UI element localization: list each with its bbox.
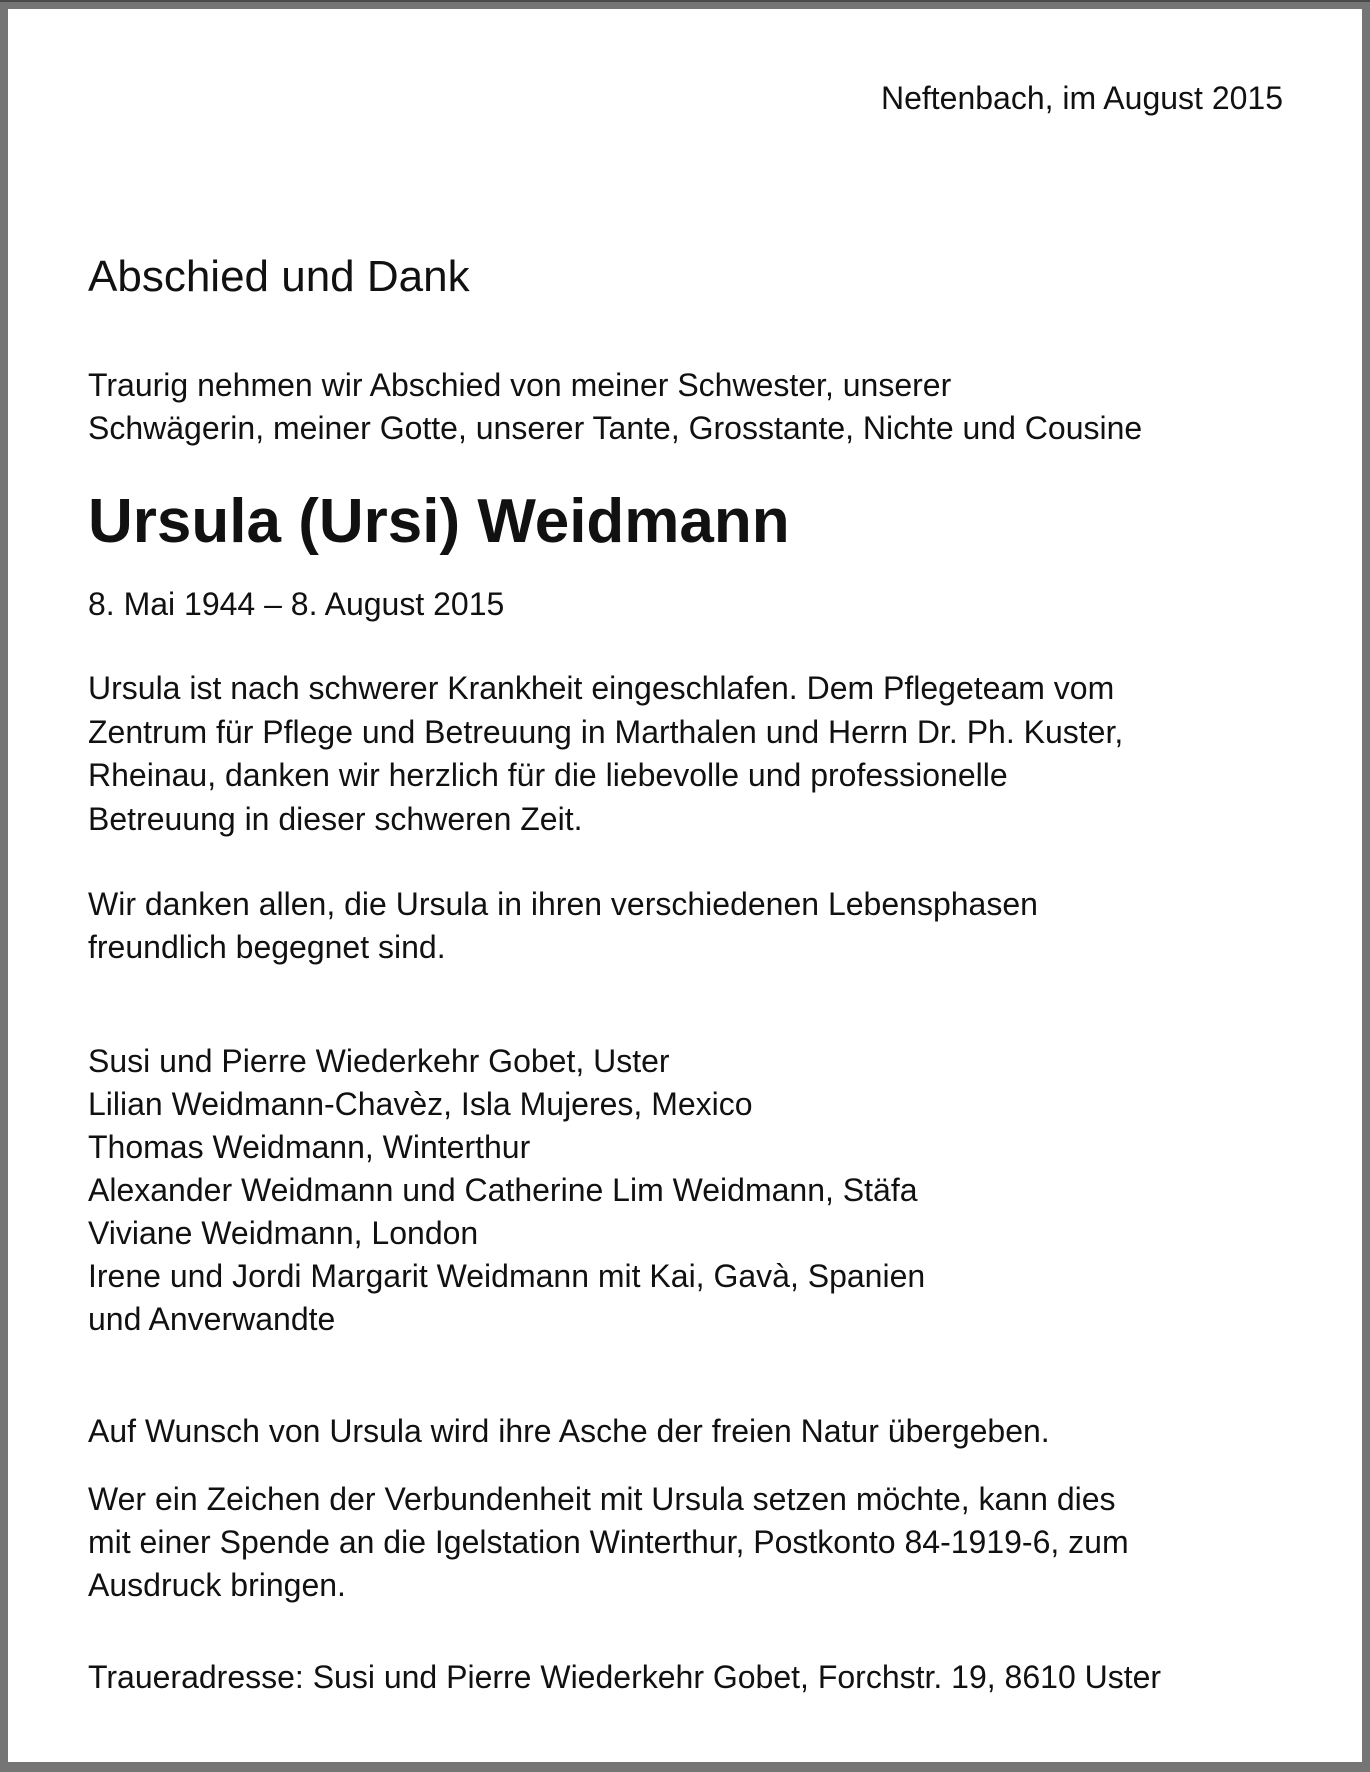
paragraph-line: Betreuung in dieser schweren Zeit. — [88, 801, 583, 837]
paragraph-line: Ursula ist nach schwerer Krankheit eingeschlafen. Dem Pflegeteam vom — [88, 670, 1115, 706]
mourner: Irene und Jordi Margarit Weidmann mit Kai, Gavà, Spanien — [88, 1258, 926, 1294]
paragraph-line: Rheinau, danken wir herzlich für die liebevolle und professionelle — [88, 757, 1008, 793]
donation-line: Ausdruck bringen. — [88, 1567, 346, 1603]
mourning-address: Traueradresse: Susi und Pierre Wiederkehr Gobet, Forchstr. 19, 8610 Uster — [88, 1659, 1162, 1695]
heading: Abschied und Dank — [88, 252, 470, 301]
paragraph-line: freundlich begegnet sind. — [88, 929, 446, 965]
ashes-note: Auf Wunsch von Ursula wird ihre Asche der freien Natur übergeben. — [88, 1413, 1050, 1449]
mourner: Susi und Pierre Wiederkehr Gobet, Uster — [88, 1043, 670, 1079]
mourner: Lilian Weidmann-Chavèz, Isla Mujeres, Mexico — [88, 1086, 753, 1122]
mourner: Viviane Weidmann, London — [88, 1215, 479, 1251]
place-date: Neftenbach, im August 2015 — [880, 80, 1283, 116]
deceased-name: Ursula (Ursi) Weidmann — [88, 487, 790, 556]
window-top-edge — [0, 0, 1370, 2]
donation-line: mit einer Spende an die Igelstation Winterthur, Postkonto 84-1919-6, zum — [88, 1524, 1129, 1560]
intro-line: Schwägerin, meiner Gotte, unserer Tante, Grosstante, Nichte und Cousine — [88, 410, 1143, 446]
intro-line: Traurig nehmen wir Abschied von meiner Schwester, unserer — [88, 367, 952, 403]
mourner: Thomas Weidmann, Winterthur — [88, 1129, 531, 1165]
mourner: Alexander Weidmann und Catherine Lim Weidmann, Stäfa — [88, 1172, 918, 1208]
life-dates: 8. Mai 1944 – 8. August 2015 — [88, 586, 505, 622]
donation-line: Wer ein Zeichen der Verbundenheit mit Ursula setzen möchte, kann dies — [88, 1481, 1116, 1517]
paragraph-line: Zentrum für Pflege und Betreuung in Marthalen und Herrn Dr. Ph. Kuster, — [88, 714, 1124, 750]
mourner: und Anverwandte — [88, 1301, 336, 1337]
paragraph-line: Wir danken allen, die Ursula in ihren verschiedenen Lebensphasen — [88, 886, 1038, 922]
